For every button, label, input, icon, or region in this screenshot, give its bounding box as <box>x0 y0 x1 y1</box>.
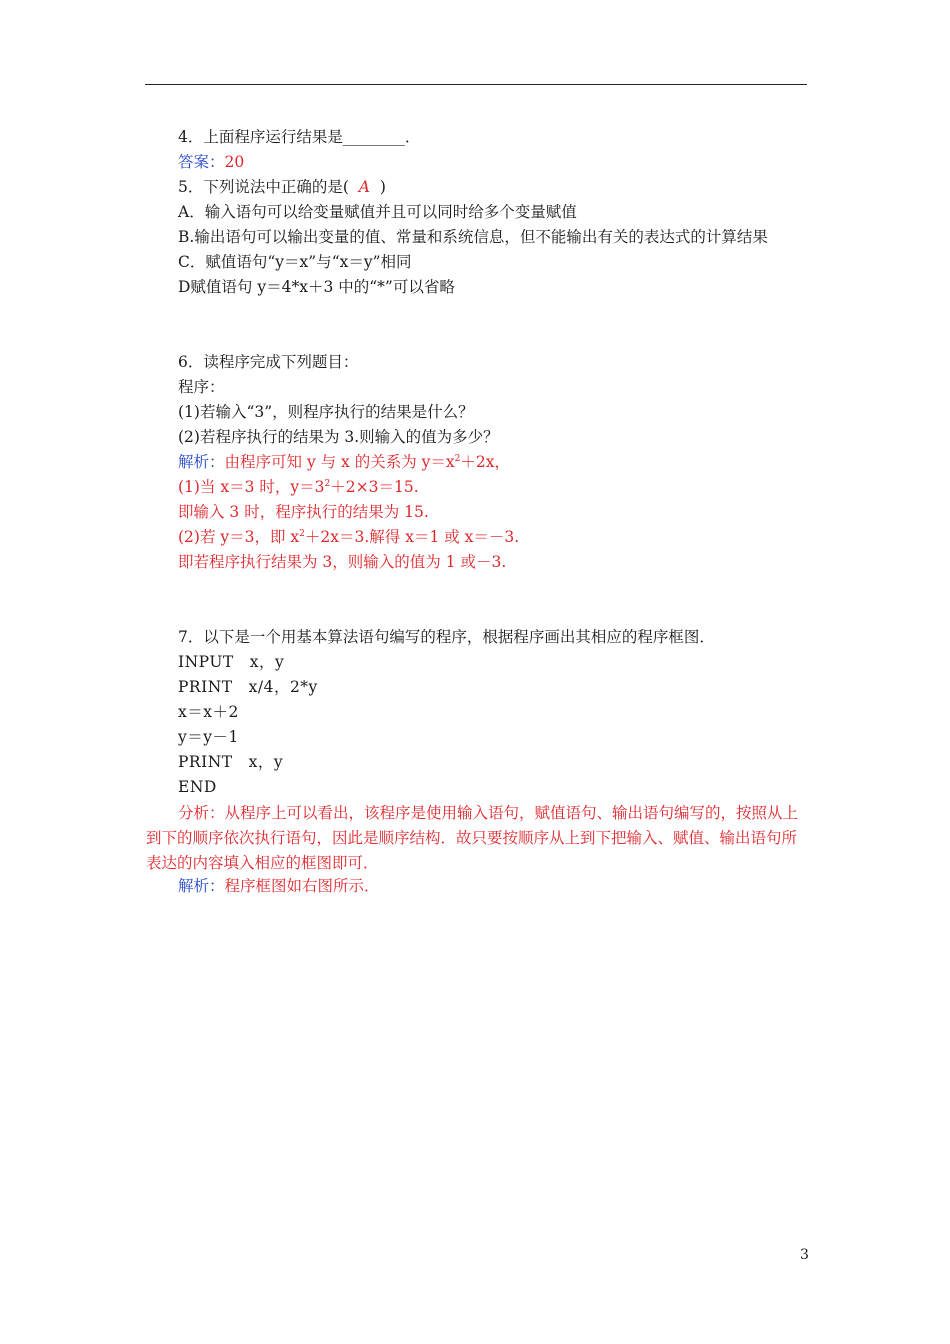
q6-analysis-2b: ＋2×3＝15. <box>330 478 419 496</box>
q5-option-b: B.输出语句可以输出变量的值、常量和系统信息，但不能输出有关的表达式的计算结果 <box>178 228 768 246</box>
q6-analysis-1b: ＋2x， <box>460 453 510 471</box>
q6-analysis-label: 解析： <box>178 453 225 471</box>
q5-option-d: D赋值语句 y＝4*x＋3 中的“*”可以省略 <box>178 278 455 296</box>
q6-analysis-2 <box>178 477 419 497</box>
q5-question <box>178 177 386 197</box>
q6-sub2: (2)若程序执行的结果为 3.则输入的值为多少？ <box>178 428 499 446</box>
q7-solution-label: 解析： <box>178 877 225 895</box>
page-number: 3 <box>800 1247 809 1263</box>
header-rule <box>145 84 807 85</box>
q6-analysis-5: 即若程序执行结果为 3，则输入的值为 1 或－3. <box>178 553 507 571</box>
q7-solution-text: 程序框图如右图所示． <box>224 877 380 895</box>
q6-analysis-2-sup: 2 <box>324 478 331 489</box>
q7-code-line: y＝y－1 <box>178 728 239 746</box>
q6-sub1: (1)若输入“3”，则程序执行的结果是什么？ <box>178 403 474 421</box>
q6-analysis-3: 即输入 3 时，程序执行的结果为 15. <box>178 503 429 521</box>
q6-analysis-4a: (2)若 y＝3，即 x <box>178 528 300 546</box>
q6-analysis-2a: (1)当 x＝3 时，y＝3 <box>178 478 325 496</box>
q7-code-line: PRINT x/4，2*y <box>178 678 318 696</box>
q4-answer <box>178 152 244 172</box>
q7-code-line: END <box>178 778 217 796</box>
q5-option-c: C．赋值语句“y＝x”与“x＝y”相同 <box>178 253 412 271</box>
q7-analysis-label: 分析： <box>178 804 225 822</box>
q7-analysis-text: 从程序上可以看出，该程序是使用输入语句，赋值语句、输出语句编写的，按照从上到下的顺序依次执行语句，因此是顺序结构．故只要按顺序从上到下把输入、赋值、输出语句所表达的内容填入相应的框图即可． <box>146 804 799 872</box>
q7-code-line: x＝x＋2 <box>178 703 239 721</box>
q7-code-line: INPUT x，y <box>178 653 285 671</box>
q5-answer-letter: A <box>358 178 370 196</box>
q4-answer-value: 20 <box>224 153 245 171</box>
q5-question-close: ) <box>379 178 386 196</box>
q7-question: 7．以下是一个用基本算法语句编写的程序，根据程序画出其相应的程序框图． <box>178 628 715 646</box>
q6-question: 6．读程序完成下列题目： <box>178 353 359 371</box>
q6-analysis-1-sup: 2 <box>454 453 461 464</box>
q6-analysis-4 <box>178 527 519 547</box>
q4-answer-label: 答案： <box>178 153 225 171</box>
q6-analysis-4-sup: 2 <box>299 528 305 539</box>
q7-code-line: PRINT x，y <box>178 753 284 771</box>
q6-analysis-1 <box>178 452 510 472</box>
q6-analysis-1a: 由程序可知 y 与 x 的关系为 y＝x <box>224 453 455 471</box>
q7-solution <box>178 876 380 896</box>
q6-program-label: 程序： <box>178 378 225 396</box>
q5-question-text: 5．下列说法中正确的是( <box>178 178 349 196</box>
q6-analysis-4b: ＋2x＝3.解得 x＝1 或 x＝－3. <box>304 528 520 546</box>
q5-option-a: A．输入语句可以给变量赋值并且可以同时给多个变量赋值 <box>178 203 577 221</box>
q7-analysis <box>146 801 808 876</box>
q4-question: 4．上面程序运行结果是________． <box>178 128 421 146</box>
